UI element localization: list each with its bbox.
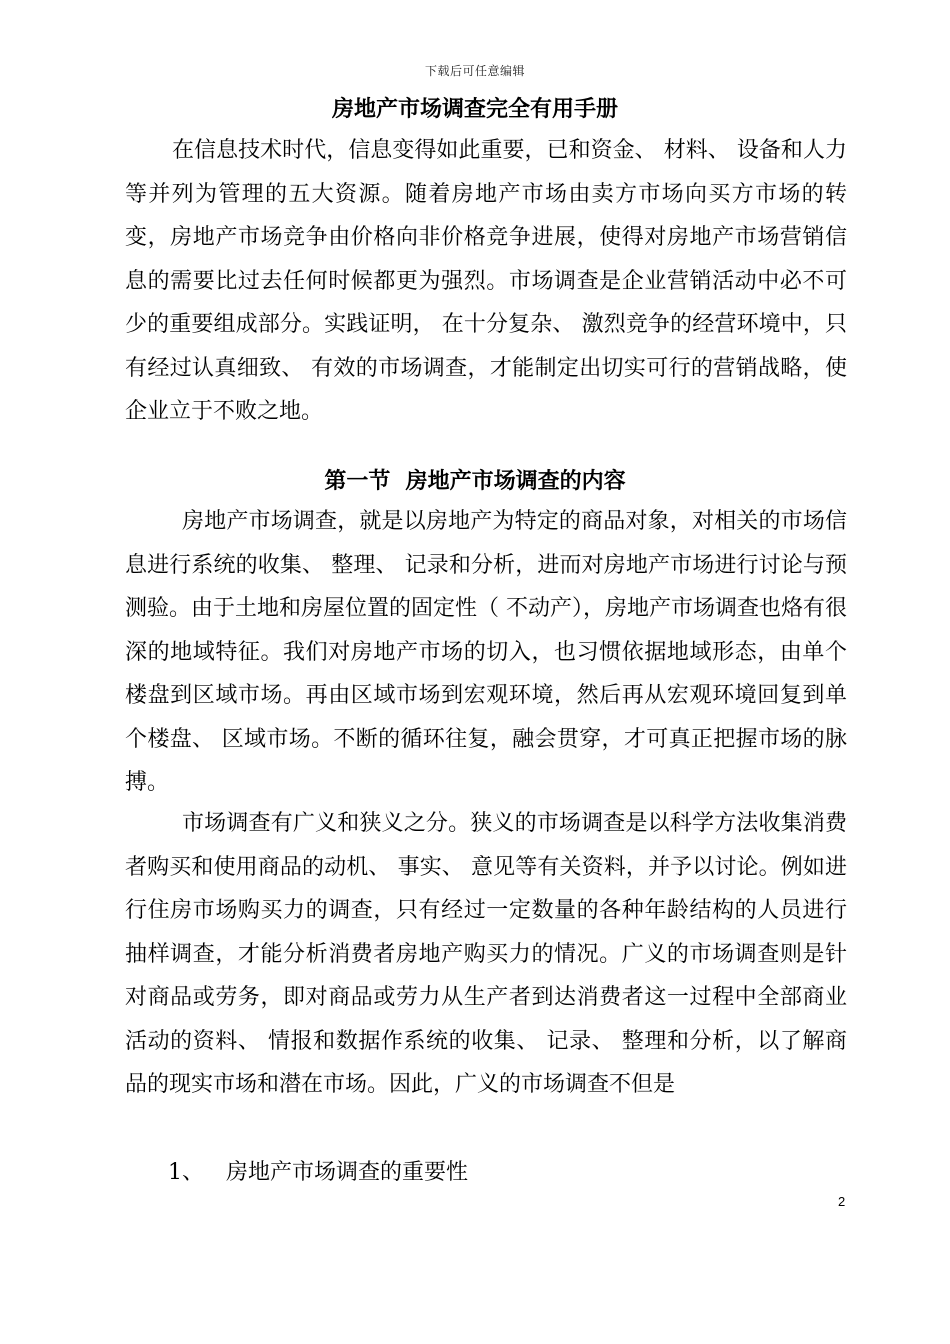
paragraph-definition: 房地产市场调查，就是以房地产为特定的商品对象，对相关的市场信息进行系统的收集、 整理、 记录和分析，进而对房地产市场进行讨论与预测验。由于土地和房屋位置的固定性（ 不动产），房地产市场调查也烙有很深的地域特征。我们对房地产市场的切入，也习惯依据地域形态，由单个楼盘到区域市场。再由区域市场到宏观环境，然后再从宏观环境回复到单个楼盘、 区域市场。不断的循环往复，融会贯穿，才可真正把握市场的脉搏。 xyxy=(125,509,847,795)
header-note: 下载后可任意编辑 xyxy=(424,64,525,78)
section-title xyxy=(0,464,950,495)
document-title: 房地产市场调查完全有用手册 xyxy=(331,97,618,122)
page-number: 2 xyxy=(838,1194,846,1209)
section-title-text: 第一节 房地产市场调查的内容 xyxy=(324,469,626,494)
intro-paragraph: 在信息技术时代，信息变得如此重要，已和资金、 材料、 设备和人力等并列为管理的五大资源。随着房地产市场由卖方市场向买方市场的转变，房地产市场竞争由价格向非价格竞争进展，使得对房地产市场营销信息的需要比过去任何时候都更为强烈。市场调查是企业营销活动中必不可少的重要组成部分。实践证明， 在十分复杂、 激烈竞争的经营环境中，只有经过认真细致、 有效的市场调查，才能制定出切实可行的营销战略，使企业立于不败之地。 xyxy=(125,138,847,424)
list-item-text: 房地产市场调查的重要性 xyxy=(226,1160,469,1185)
paragraph-broad-narrow: 市场调查有广义和狭义之分。狭义的市场调查是以科学方法收集消费者购买和使用商品的动机、 事实、 意见等有关资料，并予以讨论。例如进行住房市场购买力的调查，只有经过一定数量的各种年龄结构的人员进行抽样调查，才能分析消费者房地产购买力的情况。广义的市场调查则是针对商品或劳务，即对商品或劳力从生产者到达消费者这一过程中全部商业活动的资料、 情报和数据作系统的收集、 记录、 整理和分析，以了解商品的现实市场和潜在市场。因此，广义的市场调查不但是 xyxy=(125,811,847,1097)
list-item-number: 1、 xyxy=(168,1160,204,1185)
list-item-importance xyxy=(168,1153,468,1193)
